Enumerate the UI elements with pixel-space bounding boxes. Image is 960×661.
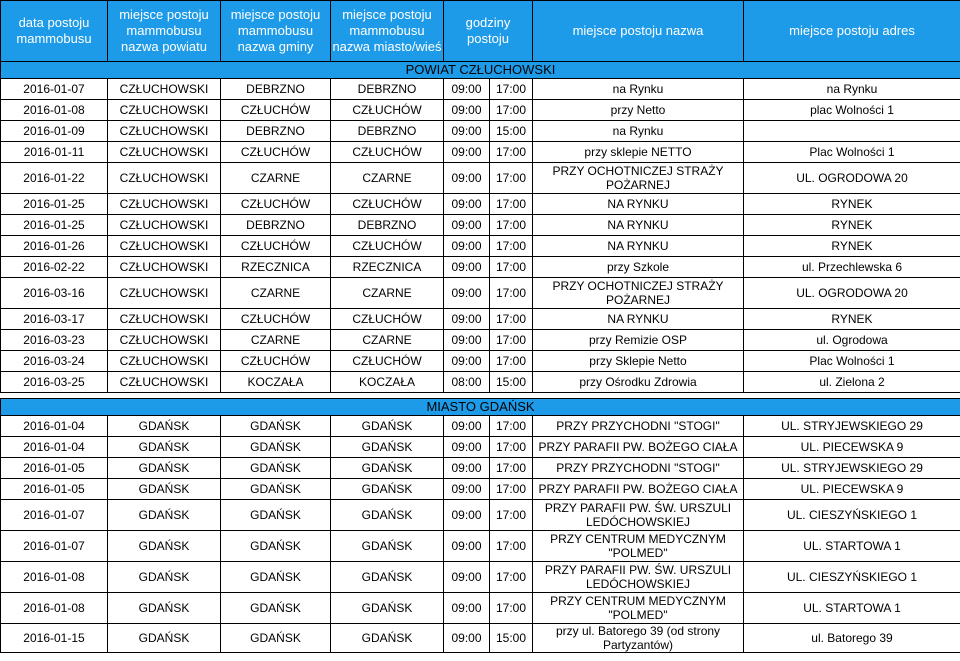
place-cell: przy Sklepie Netto	[533, 351, 744, 372]
hour-to-cell: 17:00	[490, 531, 533, 562]
address-cell: RYNEK	[744, 194, 960, 215]
table-row	[1, 593, 960, 624]
gmina-cell: GDAŃSK	[221, 593, 331, 624]
hour-to-cell: 17:00	[490, 416, 533, 437]
gmina-cell: CZŁUCHÓW	[221, 309, 331, 330]
gmina-cell: GDAŃSK	[221, 458, 331, 479]
table-row	[1, 330, 960, 351]
date-cell: 2016-01-04	[1, 416, 108, 437]
table-row	[1, 236, 960, 257]
hour-from-cell: 09:00	[444, 215, 490, 236]
date-cell: 2016-03-16	[1, 278, 108, 309]
address-cell: ul. Batorego 39	[744, 624, 960, 653]
powiat-cell: CZŁUCHOWSKI	[108, 236, 221, 257]
gmina-cell: GDAŃSK	[221, 500, 331, 531]
header-powiat: miejsce postoju mammobusu nazwa powiatu	[108, 1, 221, 62]
table-row	[1, 194, 960, 215]
gmina-cell: CZŁUCHÓW	[221, 194, 331, 215]
powiat-cell: CZŁUCHOWSKI	[108, 372, 221, 393]
hour-from-cell: 09:00	[444, 236, 490, 257]
miasto-cell: CZŁUCHÓW	[331, 100, 444, 121]
powiat-cell: GDAŃSK	[108, 531, 221, 562]
hour-to-cell: 17:00	[490, 79, 533, 100]
hour-to-cell: 17:00	[490, 215, 533, 236]
miasto-cell: GDAŃSK	[331, 562, 444, 593]
hour-from-cell: 09:00	[444, 142, 490, 163]
gmina-cell: GDAŃSK	[221, 531, 331, 562]
hour-to-cell: 17:00	[490, 351, 533, 372]
powiat-cell: CZŁUCHOWSKI	[108, 278, 221, 309]
gmina-cell: CZŁUCHÓW	[221, 142, 331, 163]
miasto-cell: GDAŃSK	[331, 416, 444, 437]
miasto-cell: CZARNE	[331, 278, 444, 309]
address-cell: RYNEK	[744, 215, 960, 236]
miasto-cell: GDAŃSK	[331, 624, 444, 653]
powiat-cell: GDAŃSK	[108, 416, 221, 437]
date-cell: 2016-01-15	[1, 624, 108, 653]
hour-from-cell: 09:00	[444, 416, 490, 437]
powiat-cell: GDAŃSK	[108, 500, 221, 531]
miasto-cell: DEBRZNO	[331, 79, 444, 100]
section-title: POWIAT CZŁUCHOWSKI	[1, 62, 960, 79]
miasto-cell: CZŁUCHÓW	[331, 142, 444, 163]
hour-to-cell: 17:00	[490, 593, 533, 624]
place-cell: PRZY PARAFII PW. BOŻEGO CIAŁA	[533, 479, 744, 500]
gmina-cell: CZARNE	[221, 330, 331, 351]
gmina-cell: CZARNE	[221, 163, 331, 194]
hour-from-cell: 09:00	[444, 531, 490, 562]
hour-to-cell: 17:00	[490, 330, 533, 351]
address-cell: ul. Zielona 2	[744, 372, 960, 393]
date-cell: 2016-01-04	[1, 437, 108, 458]
header-gmina: miejsce postoju mammobusu nazwa gminy	[221, 1, 331, 62]
date-cell: 2016-03-25	[1, 372, 108, 393]
table-row	[1, 309, 960, 330]
table-row	[1, 437, 960, 458]
powiat-cell: CZŁUCHOWSKI	[108, 215, 221, 236]
powiat-cell: GDAŃSK	[108, 437, 221, 458]
powiat-cell: CZŁUCHOWSKI	[108, 257, 221, 278]
powiat-cell: CZŁUCHOWSKI	[108, 79, 221, 100]
miasto-cell: CZŁUCHÓW	[331, 236, 444, 257]
schedule-body	[1, 62, 960, 653]
table-row	[1, 531, 960, 562]
address-cell: UL. STARTOWA 1	[744, 531, 960, 562]
miasto-cell: GDAŃSK	[331, 437, 444, 458]
gmina-cell: KOCZAŁA	[221, 372, 331, 393]
date-cell: 2016-03-24	[1, 351, 108, 372]
hour-from-cell: 09:00	[444, 479, 490, 500]
place-cell: PRZY PRZYCHODNI "STOGI"	[533, 416, 744, 437]
date-cell: 2016-01-25	[1, 194, 108, 215]
gmina-cell: DEBRZNO	[221, 121, 331, 142]
date-cell: 2016-01-07	[1, 531, 108, 562]
place-cell: przy sklepie NETTO	[533, 142, 744, 163]
hour-to-cell: 17:00	[490, 100, 533, 121]
address-cell: ul. Przechlewska 6	[744, 257, 960, 278]
date-cell: 2016-01-22	[1, 163, 108, 194]
header-hours: godziny postoju	[444, 1, 533, 62]
hour-to-cell: 17:00	[490, 479, 533, 500]
miasto-cell: CZŁUCHÓW	[331, 351, 444, 372]
section-title: MIASTO GDAŃSK	[1, 399, 960, 416]
hour-to-cell: 15:00	[490, 624, 533, 653]
address-cell: UL. STRYJEWSKIEGO 29	[744, 416, 960, 437]
hour-to-cell: 17:00	[490, 142, 533, 163]
powiat-cell: GDAŃSK	[108, 562, 221, 593]
table-row	[1, 215, 960, 236]
address-cell: Plac Wolności 1	[744, 351, 960, 372]
table-row	[1, 562, 960, 593]
table-row	[1, 500, 960, 531]
hour-to-cell: 17:00	[490, 562, 533, 593]
address-cell: UL. STRYJEWSKIEGO 29	[744, 458, 960, 479]
powiat-cell: CZŁUCHOWSKI	[108, 121, 221, 142]
powiat-cell: CZŁUCHOWSKI	[108, 351, 221, 372]
hour-from-cell: 09:00	[444, 500, 490, 531]
place-cell: NA RYNKU	[533, 194, 744, 215]
place-cell: PRZY PARAFII PW. ŚW. URSZULI LEDÓCHOWSKIEJ	[533, 500, 744, 531]
hour-from-cell: 09:00	[444, 194, 490, 215]
hour-from-cell: 09:00	[444, 458, 490, 479]
gmina-cell: GDAŃSK	[221, 437, 331, 458]
hour-to-cell: 17:00	[490, 500, 533, 531]
hour-from-cell: 09:00	[444, 121, 490, 142]
table-row	[1, 416, 960, 437]
powiat-cell: CZŁUCHOWSKI	[108, 330, 221, 351]
hour-from-cell: 09:00	[444, 624, 490, 653]
date-cell: 2016-01-25	[1, 215, 108, 236]
address-cell: UL. OGRODOWA 20	[744, 278, 960, 309]
address-cell: ul. Ogrodowa	[744, 330, 960, 351]
place-cell: PRZY OCHOTNICZEJ STRAŻY POŻARNEJ	[533, 278, 744, 309]
date-cell: 2016-01-05	[1, 458, 108, 479]
header-place: miejsce postoju nazwa	[533, 1, 744, 62]
place-cell: NA RYNKU	[533, 309, 744, 330]
gmina-cell: CZŁUCHÓW	[221, 100, 331, 121]
date-cell: 2016-01-05	[1, 479, 108, 500]
address-cell: na Rynku	[744, 79, 960, 100]
header-date: data postoju mammobusu	[1, 1, 108, 62]
powiat-cell: GDAŃSK	[108, 593, 221, 624]
hour-from-cell: 09:00	[444, 309, 490, 330]
miasto-cell: GDAŃSK	[331, 479, 444, 500]
table-row	[1, 458, 960, 479]
hour-from-cell: 09:00	[444, 79, 490, 100]
hour-from-cell: 09:00	[444, 330, 490, 351]
gmina-cell: GDAŃSK	[221, 562, 331, 593]
hour-to-cell: 17:00	[490, 278, 533, 309]
miasto-cell: CZŁUCHÓW	[331, 194, 444, 215]
header-miasto: miejsce postoju mammobusu nazwa miasto/wieś	[331, 1, 444, 62]
address-cell: Plac Wolności 1	[744, 142, 960, 163]
place-cell: PRZY PRZYCHODNI "STOGI"	[533, 458, 744, 479]
powiat-cell: GDAŃSK	[108, 458, 221, 479]
date-cell: 2016-01-11	[1, 142, 108, 163]
place-cell: NA RYNKU	[533, 215, 744, 236]
table-row	[1, 100, 960, 121]
gmina-cell: GDAŃSK	[221, 479, 331, 500]
hour-to-cell: 17:00	[490, 194, 533, 215]
gmina-cell: DEBRZNO	[221, 79, 331, 100]
table-row	[1, 278, 960, 309]
place-cell: PRZY PARAFII PW. ŚW. URSZULI LEDÓCHOWSKIEJ	[533, 562, 744, 593]
place-cell: przy Netto	[533, 100, 744, 121]
powiat-cell: CZŁUCHOWSKI	[108, 309, 221, 330]
hour-from-cell: 09:00	[444, 257, 490, 278]
powiat-cell: CZŁUCHOWSKI	[108, 163, 221, 194]
address-cell: UL. OGRODOWA 20	[744, 163, 960, 194]
powiat-cell: CZŁUCHOWSKI	[108, 100, 221, 121]
table-row	[1, 351, 960, 372]
date-cell: 2016-01-07	[1, 500, 108, 531]
date-cell: 2016-01-08	[1, 100, 108, 121]
table-row	[1, 479, 960, 500]
address-cell: UL. CIESZYŃSKIEGO 1	[744, 562, 960, 593]
powiat-cell: CZŁUCHOWSKI	[108, 142, 221, 163]
hour-from-cell: 09:00	[444, 278, 490, 309]
table-row	[1, 163, 960, 194]
powiat-cell: GDAŃSK	[108, 624, 221, 653]
date-cell: 2016-03-17	[1, 309, 108, 330]
place-cell: przy Szkole	[533, 257, 744, 278]
place-cell: PRZY PARAFII PW. BOŻEGO CIAŁA	[533, 437, 744, 458]
gmina-cell: RZECZNICA	[221, 257, 331, 278]
table-row	[1, 257, 960, 278]
miasto-cell: CZARNE	[331, 330, 444, 351]
section-header-row	[1, 399, 960, 416]
hour-from-cell: 09:00	[444, 562, 490, 593]
place-cell: PRZY CENTRUM MEDYCZNYM "POLMED"	[533, 593, 744, 624]
place-cell: PRZY OCHOTNICZEJ STRAŻY POŻARNEJ	[533, 163, 744, 194]
miasto-cell: RZECZNICA	[331, 257, 444, 278]
date-cell: 2016-01-08	[1, 593, 108, 624]
miasto-cell: GDAŃSK	[331, 593, 444, 624]
date-cell: 2016-02-22	[1, 257, 108, 278]
miasto-cell: CZŁUCHÓW	[331, 309, 444, 330]
miasto-cell: GDAŃSK	[331, 458, 444, 479]
place-cell: na Rynku	[533, 121, 744, 142]
table-row	[1, 121, 960, 142]
miasto-cell: DEBRZNO	[331, 121, 444, 142]
header-row	[1, 1, 960, 62]
powiat-cell: CZŁUCHOWSKI	[108, 194, 221, 215]
address-cell: UL. CIESZYŃSKIEGO 1	[744, 500, 960, 531]
gmina-cell: CZŁUCHÓW	[221, 351, 331, 372]
hour-to-cell: 17:00	[490, 309, 533, 330]
powiat-cell: GDAŃSK	[108, 479, 221, 500]
hour-from-cell: 09:00	[444, 593, 490, 624]
table-row	[1, 79, 960, 100]
hour-to-cell: 17:00	[490, 458, 533, 479]
address-cell: RYNEK	[744, 236, 960, 257]
date-cell: 2016-03-23	[1, 330, 108, 351]
place-cell: PRZY CENTRUM MEDYCZNYM "POLMED"	[533, 531, 744, 562]
section-header-row	[1, 62, 960, 79]
place-cell: na Rynku	[533, 79, 744, 100]
hour-to-cell: 17:00	[490, 257, 533, 278]
hour-to-cell: 17:00	[490, 437, 533, 458]
gmina-cell: DEBRZNO	[221, 215, 331, 236]
hour-from-cell: 09:00	[444, 351, 490, 372]
table-row	[1, 372, 960, 393]
miasto-cell: GDAŃSK	[331, 500, 444, 531]
date-cell: 2016-01-09	[1, 121, 108, 142]
date-cell: 2016-01-07	[1, 79, 108, 100]
table-row	[1, 624, 960, 653]
date-cell: 2016-01-08	[1, 562, 108, 593]
address-cell	[744, 121, 960, 142]
hour-from-cell: 09:00	[444, 437, 490, 458]
place-cell: przy Remizie OSP	[533, 330, 744, 351]
table-row	[1, 142, 960, 163]
gmina-cell: GDAŃSK	[221, 416, 331, 437]
gmina-cell: CZARNE	[221, 278, 331, 309]
place-cell: NA RYNKU	[533, 236, 744, 257]
miasto-cell: DEBRZNO	[331, 215, 444, 236]
address-cell: UL. PIECEWSKA 9	[744, 479, 960, 500]
hour-from-cell: 08:00	[444, 372, 490, 393]
hour-to-cell: 17:00	[490, 163, 533, 194]
address-cell: UL. STARTOWA 1	[744, 593, 960, 624]
place-cell: przy Ośrodku Zdrowia	[533, 372, 744, 393]
miasto-cell: GDAŃSK	[331, 531, 444, 562]
address-cell: plac Wolności 1	[744, 100, 960, 121]
hour-to-cell: 15:00	[490, 121, 533, 142]
header-address: miejsce postoju adres	[744, 1, 960, 62]
hour-from-cell: 09:00	[444, 100, 490, 121]
hour-from-cell: 09:00	[444, 163, 490, 194]
hour-to-cell: 15:00	[490, 372, 533, 393]
address-cell: RYNEK	[744, 309, 960, 330]
date-cell: 2016-01-26	[1, 236, 108, 257]
address-cell: UL. PIECEWSKA 9	[744, 437, 960, 458]
miasto-cell: CZARNE	[331, 163, 444, 194]
place-cell: przy ul. Batorego 39 (od strony Partyzantów)	[533, 624, 744, 653]
miasto-cell: KOCZAŁA	[331, 372, 444, 393]
hour-to-cell: 17:00	[490, 236, 533, 257]
gmina-cell: GDAŃSK	[221, 624, 331, 653]
gmina-cell: CZŁUCHÓW	[221, 236, 331, 257]
